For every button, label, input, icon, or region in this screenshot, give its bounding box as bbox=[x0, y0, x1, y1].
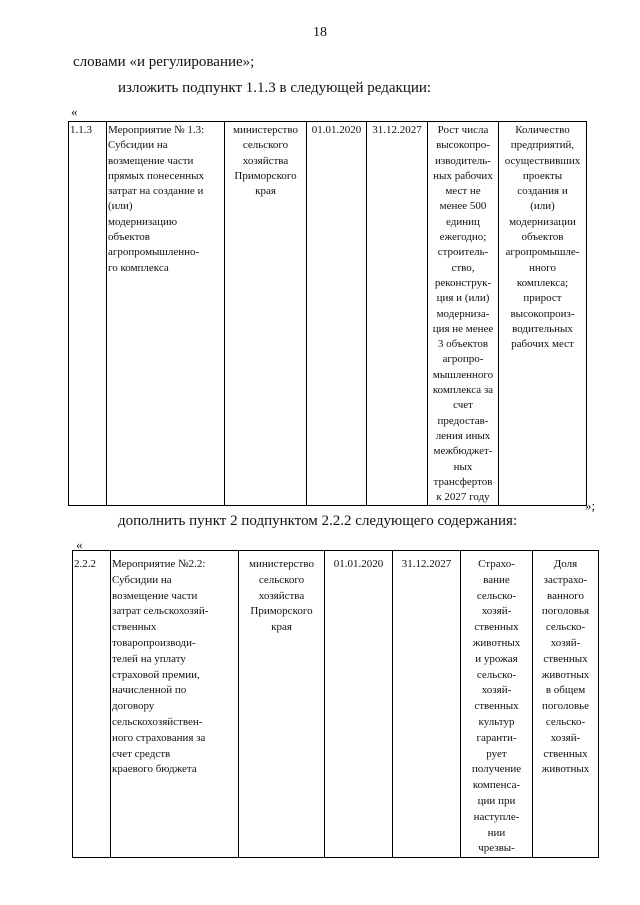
cell-end-date: 31.12.2027 bbox=[367, 122, 428, 506]
table-row bbox=[73, 551, 599, 858]
open-quote-2: « bbox=[76, 537, 83, 552]
cell-number: 1.1.3 bbox=[69, 122, 107, 506]
page-number: 18 bbox=[313, 25, 327, 40]
cell-number: 2.2.2 bbox=[73, 551, 111, 858]
cell-indicator: Доля застрахо- ванного поголовья сельско- хозяй- ственных животных в общем поголовье сельско- хозяй- ственных животных bbox=[533, 551, 599, 858]
subitem-1-1-3-table bbox=[68, 121, 587, 506]
close-quote-1: »; bbox=[585, 498, 596, 513]
cell-event: Мероприятие №2.2: Субсидии на возмещение части затрат сельскохозяй- ственных товаропроизводи- телей на уплату страховой премии, начисленной по договору сельскохозяйствен- ного страхования за счет средств краевого бюджета bbox=[111, 551, 239, 858]
subitem-2-2-2-table bbox=[72, 550, 599, 858]
cell-executor: министерство сельского хозяйства Приморского края bbox=[239, 551, 325, 858]
restate-line: изложить подпункт 1.1.3 в следующей редакции: bbox=[118, 80, 432, 96]
cell-start-date: 01.01.2020 bbox=[325, 551, 393, 858]
cell-result: Рост числа высокопро- изводитель- ных рабочих мест не менее 500 единиц ежегодно; строитель- ство, реконструк- ция и (или) модерниза- ция не менее 3 объектов агропро- мышленного комплекса за счет предостав- ления иных межбюджет- ных трансфертов к 2027 году bbox=[428, 122, 499, 506]
cell-end-date: 31.12.2027 bbox=[393, 551, 461, 858]
cell-result: Страхо- вание сельско- хозяй- ственных животных и урожая сельско- хозяй- ственных культур гаранти- рует получение компенса- ции при наступле- нии чрезвы- bbox=[461, 551, 533, 858]
cell-start-date: 01.01.2020 bbox=[307, 122, 367, 506]
add-line: дополнить пункт 2 подпунктом 2.2.2 следующего содержания: bbox=[118, 513, 518, 529]
words-line: словами «и регулирование»; bbox=[73, 54, 255, 70]
table-row bbox=[69, 122, 587, 506]
cell-indicator: Количество предприятий, осуществивших проекты создания и (или) модернизации объектов агропромышле- нного комплекса; прирост высокопроиз- водительных рабочих мест bbox=[499, 122, 587, 506]
open-quote-1: « bbox=[71, 104, 78, 119]
cell-event: Мероприятие № 1.3: Субсидии на возмещение части прямых понесенных затрат на создание и (или) модернизацию объектов агропромышленно- го комплекса bbox=[107, 122, 225, 506]
cell-executor: министерство сельского хозяйства Приморского края bbox=[225, 122, 307, 506]
